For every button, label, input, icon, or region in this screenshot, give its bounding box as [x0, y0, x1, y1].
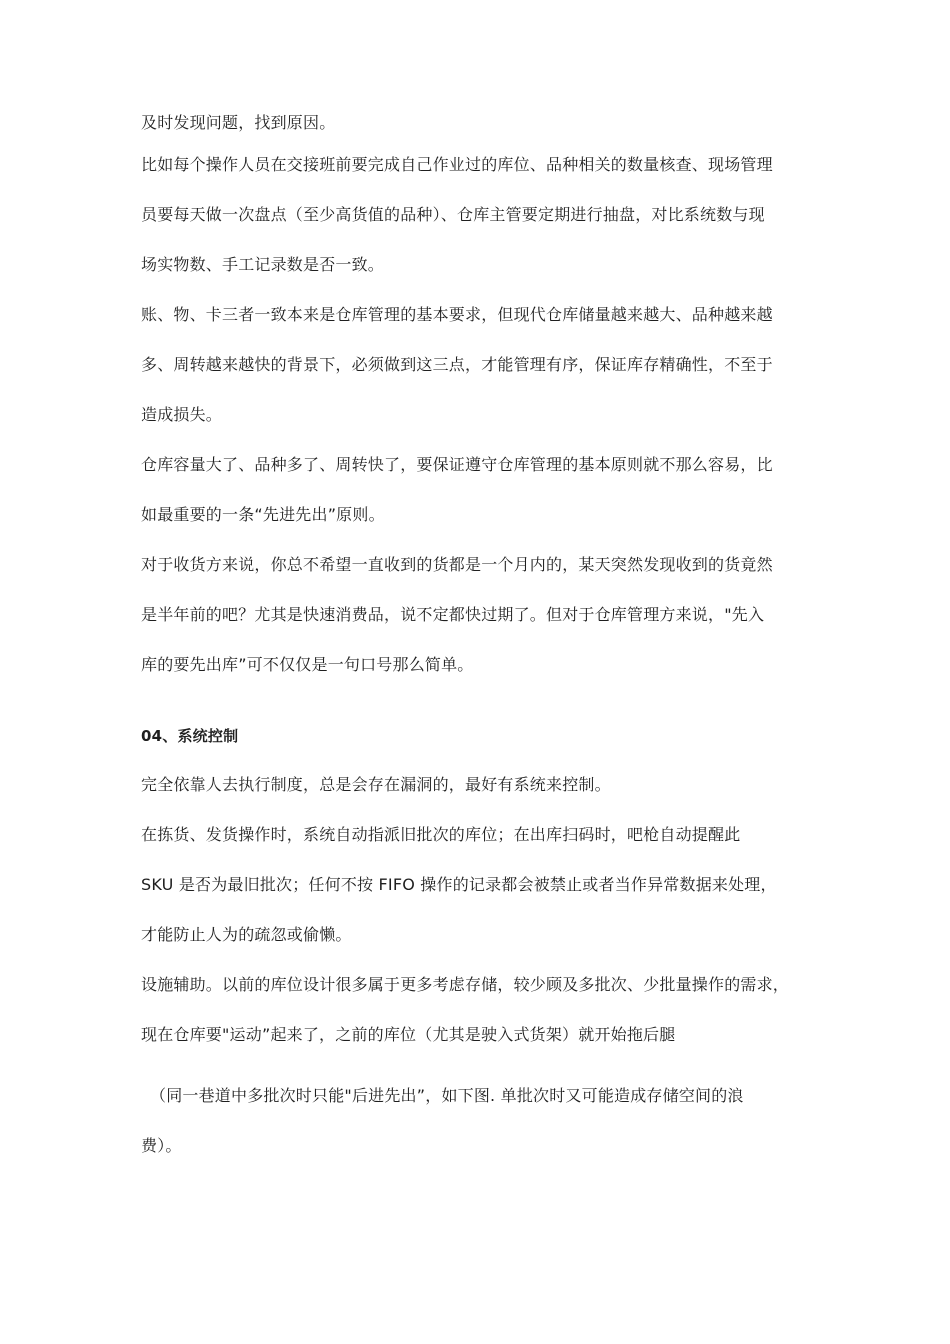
paragraph-line: SKU 是否为最旧批次；任何不按 FIFO 操作的记录都会被禁止或者当作异常数据来处理， [141, 875, 777, 894]
paragraph-line: 多、周转越来越快的背景下，必须做到这三点，才能管理有序，保证库存精确性，不至于 [141, 355, 773, 374]
paragraph-line: 账、物、卡三者一致本来是仓库管理的基本要求，但现代仓库储量越来越大、品种越来越 [141, 305, 773, 324]
paragraph-line: 对于收货方来说，你总不希望一直收到的货都是一个月内的，某天突然发现收到的货竟然 [141, 555, 773, 574]
paragraph-line: （同一巷道中多批次时只能"后进先出”，如下图. 单批次时又可能造成存储空间的浪 [150, 1086, 744, 1105]
paragraph-line: 费）。 [141, 1136, 182, 1155]
paragraph-line: 比如每个操作人员在交接班前要完成自己作业过的库位、品种相关的数量核查、现场管理 [141, 155, 773, 174]
paragraph-line: 完全依靠人去执行制度，总是会存在漏洞的，最好有系统来控制。 [141, 775, 611, 794]
paragraph-line: 员要每天做一次盘点（至少高货值的品种）、仓库主管要定期进行抽盘，对比系统数与现 [141, 205, 765, 224]
section-heading: 04、系统控制 [141, 727, 239, 745]
paragraph-line: 才能防止人为的疏忽或偷懒。 [141, 925, 352, 944]
paragraph-line: 现在仓库要"运动”起来了，之前的库位（尤其是驶入式货架）就开始拖后腿 [141, 1025, 676, 1044]
paragraph-line: 如最重要的一条“先进先出”原则。 [141, 505, 385, 524]
paragraph-line: 及时发现问题，找到原因。 [141, 113, 336, 132]
paragraph-line: 库的要先出库”可不仅仅是一句口号那么简单。 [141, 655, 474, 674]
paragraph-line: 在拣货、发货操作时，系统自动指派旧批次的库位；在出库扫码时，吧枪自动提醒此 [141, 825, 741, 844]
paragraph-line: 设施辅助。以前的库位设计很多属于更多考虑存储，较少顾及多批次、少批量操作的需求， [141, 975, 790, 994]
paragraph-line: 仓库容量大了、品种多了、周转快了，要保证遵守仓库管理的基本原则就不那么容易，比 [141, 455, 773, 474]
paragraph-line: 是半年前的吧？尤其是快速消费品，说不定都快过期了。但对于仓库管理方来说，"先入 [141, 605, 765, 624]
paragraph-line: 造成损失。 [141, 405, 223, 424]
paragraph-line: 场实物数、手工记录数是否一致。 [141, 255, 385, 274]
